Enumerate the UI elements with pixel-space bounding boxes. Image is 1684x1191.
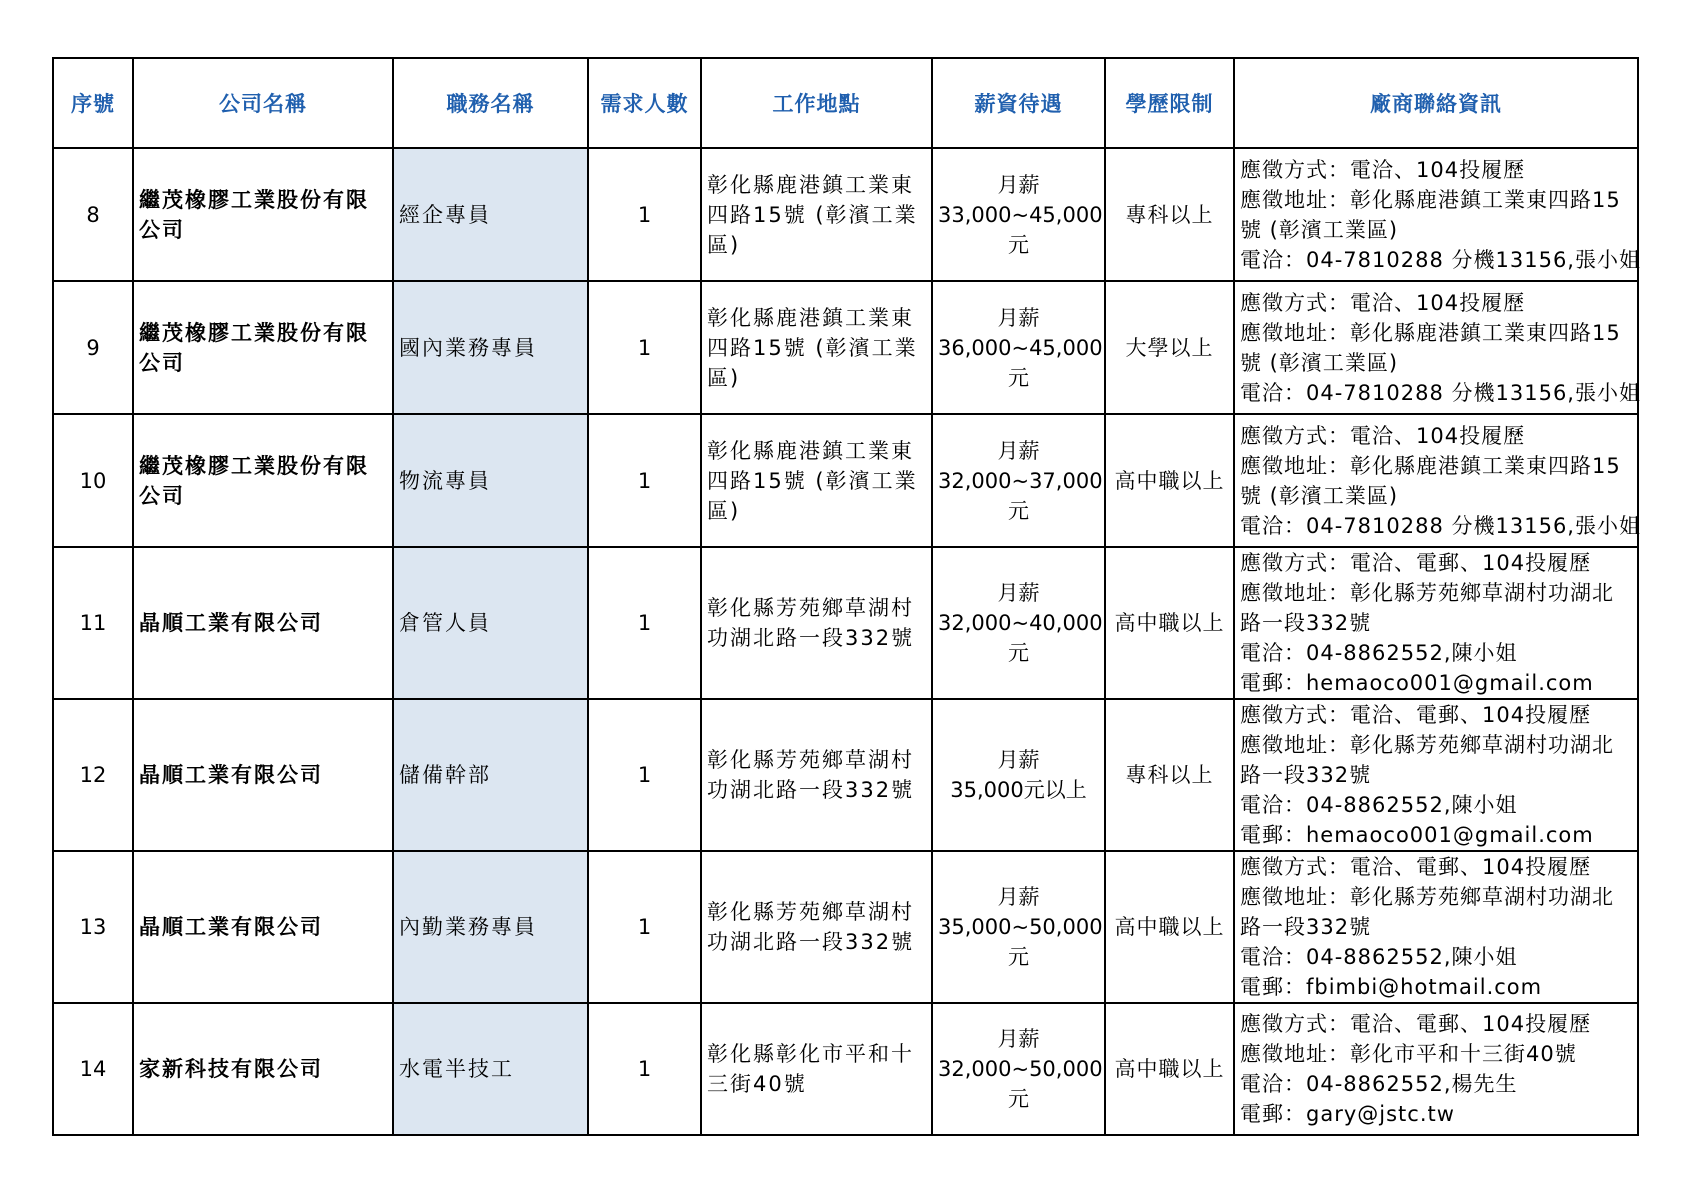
salary-line: 32,000~37,000: [938, 468, 1103, 493]
salary-line: 32,000~50,000: [938, 1057, 1103, 1081]
cell-location: 彰化縣鹿港鎮工業東四路15號 (彰濱工業區): [701, 148, 932, 281]
cell-headcount: 1: [588, 148, 701, 281]
cell-seq: 9: [53, 281, 133, 414]
header-salary: 薪資待遇: [932, 58, 1105, 148]
salary-line: 元: [1008, 232, 1029, 257]
salary-line: 月薪: [997, 748, 1040, 772]
contact-line: 電洽：04-8862552,陳小姐: [1240, 641, 1518, 665]
cell-location: 彰化縣芳苑鄉草湖村功湖北路一段332號: [701, 851, 932, 1003]
contact-line: 電洽：04-8862552,陳小姐: [1240, 793, 1518, 817]
cell-headcount: 1: [588, 1003, 701, 1135]
contact-line: 號 (彰濱工業區): [1240, 217, 1399, 242]
header-location: 工作地點: [701, 58, 932, 148]
table-row: [53, 281, 1638, 414]
salary-line: 36,000~45,000: [938, 335, 1103, 360]
cell-salary: [932, 414, 1105, 547]
contact-line: 應徵方式：電洽、104投履歷: [1240, 423, 1526, 448]
contact-line: 電郵：hemaoco001@gmail.com: [1240, 823, 1594, 847]
cell-education: 高中職以上: [1105, 547, 1234, 699]
cell-seq: 14: [53, 1003, 133, 1135]
cell-job-title: 經企專員: [393, 148, 588, 281]
cell-contact: [1234, 281, 1641, 414]
job-listing-table: [52, 57, 1639, 1136]
contact-line: 電洽：04-8862552,陳小姐: [1240, 945, 1518, 969]
header-title: 職務名稱: [393, 58, 588, 148]
cell-salary: [932, 851, 1105, 1003]
cell-salary: [932, 148, 1105, 281]
contact-line: 應徵地址：彰化市平和十三街40號: [1240, 1042, 1577, 1066]
contact-line: 電郵：gary@jstc.tw: [1240, 1102, 1455, 1126]
cell-headcount: 1: [588, 281, 701, 414]
contact-line: 應徵方式：電洽、電郵、104投履歷: [1240, 551, 1592, 575]
cell-location: 彰化縣鹿港鎮工業東四路15號 (彰濱工業區): [701, 281, 932, 414]
contact-line: 路一段332號: [1240, 611, 1372, 635]
cell-job-title: 國內業務專員: [393, 281, 588, 414]
salary-line: 元: [1008, 641, 1029, 665]
salary-line: 32,000~40,000: [938, 611, 1103, 635]
cell-job-title: 內勤業務專員: [393, 851, 588, 1003]
contact-line: 應徵方式：電洽、電郵、104投履歷: [1240, 1012, 1592, 1036]
contact-line: 應徵地址：彰化縣鹿港鎮工業東四路15: [1240, 187, 1621, 212]
cell-location: 彰化縣芳苑鄉草湖村功湖北路一段332號: [701, 547, 932, 699]
cell-contact: [1234, 1003, 1638, 1135]
cell-company: 繼茂橡膠工業股份有限公司: [133, 281, 393, 414]
contact-line: 應徵地址：彰化縣鹿港鎮工業東四路15: [1240, 453, 1621, 478]
header-row: [53, 58, 1638, 148]
table-row: [53, 1003, 1638, 1135]
table-row: [53, 414, 1638, 547]
salary-line: 月薪: [997, 885, 1040, 909]
salary-line: 月薪: [997, 581, 1040, 605]
cell-education: 高中職以上: [1105, 1003, 1234, 1135]
table-row: [53, 547, 1638, 699]
contact-line: 電郵：hemaoco001@gmail.com: [1240, 671, 1594, 695]
cell-job-title: 水電半技工: [393, 1003, 588, 1135]
cell-contact: [1234, 851, 1638, 1003]
cell-seq: 8: [53, 148, 133, 281]
cell-education: 專科以上: [1105, 148, 1234, 281]
table-row: [53, 851, 1638, 1003]
cell-salary: [932, 1003, 1105, 1135]
salary-line: 元: [1008, 365, 1029, 390]
contact-line: 電郵：fbimbi@hotmail.com: [1240, 975, 1543, 999]
contact-line: 應徵地址：彰化縣芳苑鄉草湖村功湖北: [1240, 581, 1614, 605]
cell-company: 繼茂橡膠工業股份有限公司: [133, 414, 393, 547]
cell-education: 專科以上: [1105, 699, 1234, 851]
cell-location: 彰化縣彰化市平和十三街40號: [701, 1003, 932, 1135]
cell-seq: 10: [53, 414, 133, 547]
contact-line: 應徵地址：彰化縣鹿港鎮工業東四路15: [1240, 320, 1621, 345]
salary-line: 33,000~45,000: [938, 202, 1103, 227]
cell-salary: [932, 281, 1105, 414]
cell-company: 晶順工業有限公司: [133, 547, 393, 699]
cell-seq: 12: [53, 699, 133, 851]
cell-contact: [1234, 414, 1641, 547]
contact-line: 號 (彰濱工業區): [1240, 350, 1399, 375]
cell-education: 高中職以上: [1105, 414, 1234, 547]
cell-contact: [1234, 148, 1641, 281]
contact-line: 應徵方式：電洽、電郵、104投履歷: [1240, 703, 1592, 727]
contact-line: 路一段332號: [1240, 763, 1372, 787]
salary-line: 月薪: [997, 1027, 1040, 1051]
cell-salary: [932, 699, 1105, 851]
contact-line: 路一段332號: [1240, 915, 1372, 939]
header-contact: 廠商聯絡資訊: [1234, 58, 1638, 148]
contact-line: 電洽：04-7810288 分機13156,張小姐: [1240, 247, 1641, 272]
cell-headcount: 1: [588, 699, 701, 851]
salary-line: 元: [1008, 498, 1029, 523]
cell-education: 高中職以上: [1105, 851, 1234, 1003]
contact-line: 電洽：04-8862552,楊先生: [1240, 1072, 1518, 1096]
cell-company: 晶順工業有限公司: [133, 851, 393, 1003]
salary-line: 元: [1008, 945, 1029, 969]
cell-job-title: 倉管人員: [393, 547, 588, 699]
cell-company: 家新科技有限公司: [133, 1003, 393, 1135]
cell-seq: 13: [53, 851, 133, 1003]
salary-line: 月薪: [997, 305, 1040, 330]
cell-seq: 11: [53, 547, 133, 699]
cell-headcount: 1: [588, 547, 701, 699]
cell-headcount: 1: [588, 414, 701, 547]
header-count: 需求人數: [588, 58, 701, 148]
salary-line: 35,000~50,000: [938, 915, 1103, 939]
table-row: [53, 148, 1638, 281]
salary-line: 月薪: [997, 438, 1040, 463]
cell-contact: [1234, 699, 1638, 851]
cell-salary: [932, 547, 1105, 699]
cell-location: 彰化縣芳苑鄉草湖村功湖北路一段332號: [701, 699, 932, 851]
contact-line: 應徵方式：電洽、電郵、104投履歷: [1240, 855, 1592, 879]
contact-line: 電洽：04-7810288 分機13156,張小姐: [1240, 380, 1641, 405]
salary-line: 35,000元以上: [950, 778, 1087, 802]
cell-education: 大學以上: [1105, 281, 1234, 414]
cell-headcount: 1: [588, 851, 701, 1003]
cell-job-title: 物流專員: [393, 414, 588, 547]
cell-contact: [1234, 547, 1638, 699]
cell-location: 彰化縣鹿港鎮工業東四路15號 (彰濱工業區): [701, 414, 932, 547]
contact-line: 應徵方式：電洽、104投履歷: [1240, 290, 1526, 315]
contact-line: 號 (彰濱工業區): [1240, 483, 1399, 508]
contact-line: 應徵地址：彰化縣芳苑鄉草湖村功湖北: [1240, 885, 1614, 909]
cell-job-title: 儲備幹部: [393, 699, 588, 851]
salary-line: 元: [1008, 1087, 1029, 1111]
header-company: 公司名稱: [133, 58, 393, 148]
cell-company: 晶順工業有限公司: [133, 699, 393, 851]
contact-line: 應徵方式：電洽、104投履歷: [1240, 157, 1526, 182]
table-row: [53, 699, 1638, 851]
salary-line: 月薪: [997, 172, 1040, 197]
contact-line: 應徵地址：彰化縣芳苑鄉草湖村功湖北: [1240, 733, 1614, 757]
cell-company: 繼茂橡膠工業股份有限公司: [133, 148, 393, 281]
header-education: 學歷限制: [1105, 58, 1234, 148]
contact-line: 電洽：04-7810288 分機13156,張小姐: [1240, 513, 1641, 538]
header-seq: 序號: [53, 58, 133, 148]
